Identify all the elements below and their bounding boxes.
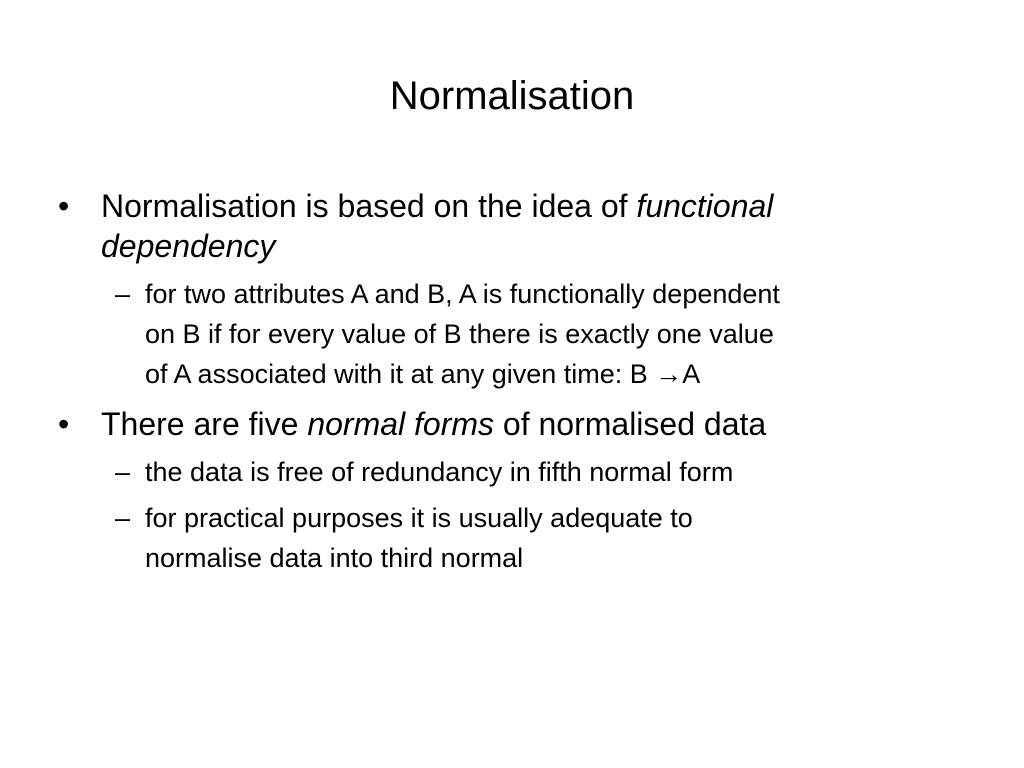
dash-marker: –: [115, 457, 131, 487]
sub-bullet-third-normal-form: [101, 498, 964, 578]
bullet-text-line: [101, 186, 964, 226]
sub-bullet-text: the data is free of redundancy in fifth normal form: [145, 457, 734, 487]
sub-bullet-text: of A associated with it at any given time: B →A: [145, 359, 701, 389]
bullet-list: [0, 186, 1024, 584]
sub-bullet-text: for practical purposes it is usually adequate to: [145, 503, 693, 533]
dash-marker: –: [115, 279, 131, 309]
slide-title: Normalisation: [389, 74, 635, 118]
bullet-text: Normalisation is based on the idea of: [101, 188, 637, 224]
dash-marker: –: [115, 503, 131, 533]
sub-bullet-list: [101, 274, 964, 394]
bullet-text: There are five: [101, 406, 308, 442]
sub-bullet-list: [101, 452, 964, 578]
bullet-text: of normalised data: [494, 406, 767, 442]
bullet-marker: •: [58, 406, 70, 442]
bullet-normal-forms: [0, 404, 1024, 578]
bullet-text-line: [101, 404, 964, 444]
bullet-marker: •: [58, 188, 70, 224]
emphasis-functional: functional: [636, 188, 774, 224]
sub-bullet-text: on B if for every value of B there is exactly one value: [145, 319, 774, 349]
sub-bullet-fifth-normal-form: [101, 452, 964, 492]
sub-bullet-definition: [101, 274, 964, 394]
bullet-functional-dependency: [0, 186, 1024, 394]
sub-bullet-text: normalise data into third normal: [145, 543, 524, 573]
emphasis-normal-forms: normal forms: [307, 406, 495, 442]
bullet-text-line: [101, 226, 964, 266]
emphasis-dependency: dependency: [101, 228, 276, 264]
sub-bullet-text: for two attributes A and B, A is functionally dependent: [145, 279, 780, 309]
